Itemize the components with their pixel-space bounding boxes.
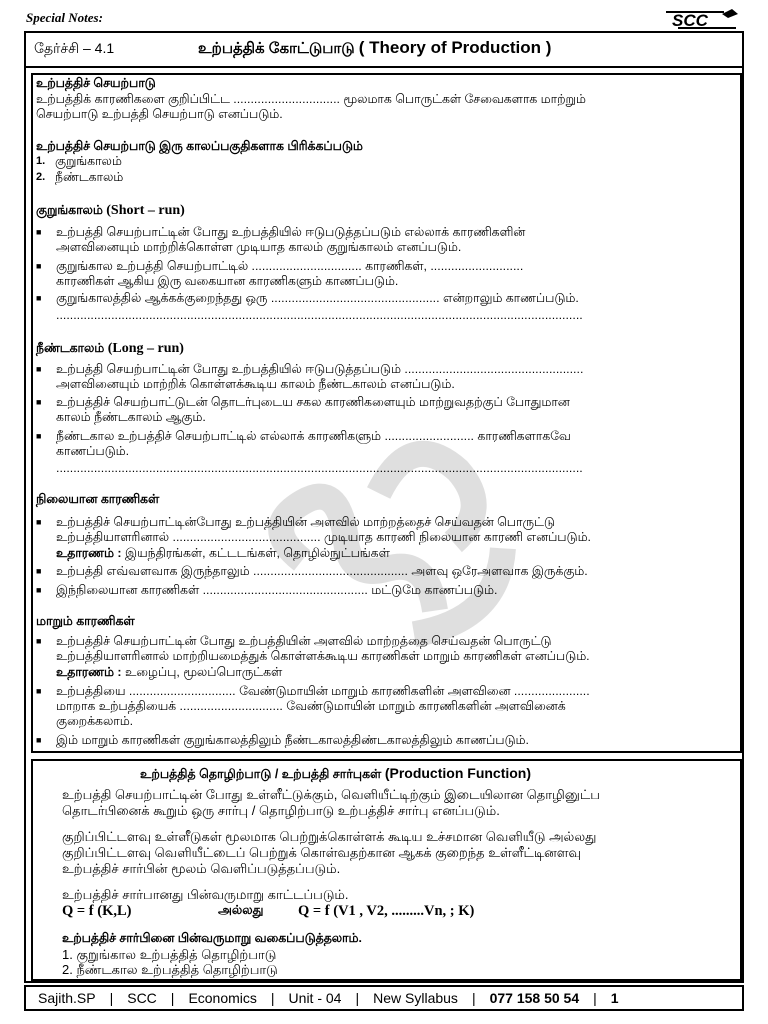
chapter-number: தேர்ச்சி – 4.1	[34, 40, 115, 56]
svg-text:SCC: SCC	[672, 11, 708, 30]
bullet-icon: ■	[36, 585, 42, 595]
text-line: இந்நிலையான காரணிகள் ................................................ மட்டுமே காணப்படும்.	[56, 583, 498, 597]
text-line: காணப்படும்.	[56, 444, 130, 458]
text-line: அளவினையும் மாற்றிக்கொள்ள முடியாத காலம் குறுங்காலம் எனப்படும்.	[56, 240, 462, 254]
footer-syllabus: New Syllabus	[373, 990, 458, 1006]
text-line: உற்பத்தியாளரினால் ........................................... முடியாத காரணி நிலையான காரணி எனப்படும்.	[56, 530, 591, 544]
list-item: நீண்டகாலம்	[55, 170, 124, 184]
text-line: குறிப்பிட்டளவு உள்ளீடுகள் மூலமாக பெற்றுக்கொள்ளக் கூடிய உச்சமான வெளியீடு அல்லது	[62, 829, 597, 844]
equation-or: அல்லது	[218, 903, 264, 917]
example-line: உதாரணம் : இயந்திரங்கள், கட்டடங்கள், தொழில்நுட்பங்கள்	[56, 546, 390, 560]
list-item: குறுங்காலம்	[55, 154, 122, 168]
footer-page-number: 1	[610, 990, 619, 1006]
bullet-icon: ■	[36, 364, 42, 374]
equation-q-kl: Q = f (K,L)	[62, 903, 132, 919]
text-line: உற்பத்திச் செயற்பாட்டுடன் தொடர்புடைய சகல காரணிகளையும் மாற்றுவதற்குப் போதுமான	[56, 395, 570, 409]
footer-author: Sajith.SP	[38, 990, 96, 1006]
answer-line: .........................................................................................................................................................	[56, 461, 583, 475]
bullet-icon: ■	[36, 431, 42, 441]
text-line: உற்பத்தியாளரினால் மாற்றியமைத்துக் கொள்ளக்கூடிய காரணிகள் மாறும் காரணிகள் எனப்படும்.	[56, 649, 590, 663]
footer-org: SCC	[127, 990, 157, 1006]
title-tamil: உற்பத்திக் கோட்டுபாடு	[198, 40, 355, 57]
page-title	[198, 38, 551, 59]
section-heading-variable-factors: மாறும் காரணிகள்	[36, 614, 135, 628]
bullet-icon: ■	[36, 686, 42, 696]
text-line: குறிப்பிட்டளவு வெளியீட்டைப் பெற்றுக் கொள்வதற்கான ஆகக் குறைந்த உள்ளீட்டினளவு	[62, 845, 581, 860]
production-function-title: உற்பத்தித் தொழிற்பாடு / உற்பத்தி சார்புகள் (Production Function)	[140, 765, 532, 781]
text-line: தொடர்பினைக் கூறும் ஒரு சார்பு / தொழிற்பாடு உற்பத்திச் சார்பு எனப்படும்.	[62, 803, 500, 818]
list-item: 2. நீண்டகால உற்பத்தித் தொழிற்பாடு	[62, 962, 278, 977]
bullet-icon: ■	[36, 517, 42, 527]
text-line: உற்பத்திச் சார்பின் மூலம் வெளிப்படுத்தப்படும்.	[62, 861, 341, 876]
text-line: உற்பத்தியை ............................... வேண்டுமாயின் மாறும் காரணிகளின் அளவினை ......................	[56, 684, 590, 698]
list-number: 2.	[36, 171, 46, 183]
text-line: நீண்டகால உற்பத்திச் செயற்பாட்டில் எல்லாக் காரணிகளும் .......................... காரணிகளாகவே	[56, 429, 571, 443]
text-line: உற்பத்திச் செயற்பாட்டின் போது உற்பத்தியின் அளவில் மாற்றத்தை செய்வதன் பொருட்டு	[56, 634, 552, 648]
text-line: உற்பத்திச் சார்பானது பின்வருமாறு காட்டப்படும்.	[62, 887, 349, 902]
scc-logo	[664, 6, 738, 30]
list-item: 1. குறுங்கால உற்பத்தித் தொழிற்பாடு	[62, 947, 277, 962]
page-footer: Sajith.SP | SCC | Economics | Unit - 04 | New Syllabus | 077 158 50 54 | 1	[24, 985, 744, 1011]
text-line: அளவினையும் மாற்றிக் கொள்ளக்கூடிய காலம் நீண்டகாலம் எனப்படும்.	[56, 377, 455, 391]
title-english: ( Theory of Production )	[358, 38, 552, 57]
text-line: உற்பத்தி செயற்பாட்டின் போது உற்பத்தியில் ஈடுபடுத்தப்படும் எல்லாக் காரணிகளின்	[56, 225, 526, 239]
bullet-icon: ■	[36, 566, 42, 576]
footer-unit: Unit - 04	[288, 990, 342, 1006]
bullet-icon: ■	[36, 735, 42, 745]
text-line: உற்பத்தி செயற்பாட்டின் போது உள்ளீட்டுக்கும், வெளியீட்டிற்கும் இடையிலான தொழினுட்ப	[62, 787, 600, 802]
section-heading-production-process: உற்பத்திச் செயற்பாடு	[36, 76, 156, 90]
text-line: உற்பத்திக் காரணிகளை குறிப்பிட்ட ............................... மூலமாக பொருட்கள் சேவைகளாக மாற்றும்	[36, 92, 586, 106]
special-notes-label: Special Notes:	[26, 10, 103, 25]
classification-heading: உற்பத்திச் சார்பினை பின்வருமாறு வகைப்படுத்தலாம்.	[62, 931, 362, 945]
equation-q-v: Q = f (V1 , V2, .........Vn, ; K)	[298, 903, 475, 919]
list-number: 1.	[36, 155, 46, 167]
section-heading-short-run: குறுங்காலம் (Short – run)	[36, 203, 185, 218]
section-heading-fixed-factors: நிலையான காரணிகள்	[36, 492, 160, 506]
section-heading-long-run: நீண்டகாலம் (Long – run)	[36, 341, 184, 356]
text-line: குறுங்காலத்தில் ஆக்கக்குறைந்தது ஒரு ................................................. என்றாலும் காணப்படும்.	[56, 291, 579, 305]
bullet-icon: ■	[36, 293, 42, 303]
text-line: காரணிகள் ஆகிய இரு வகையான காரணிகளும் காணப்படும்.	[56, 274, 399, 288]
text-line: குறைக்கலாம்.	[56, 714, 134, 728]
bullet-icon: ■	[36, 636, 42, 646]
example-line: உதாரணம் : உழைப்பு, மூலப்பொருட்கள்	[56, 665, 283, 679]
answer-line: .........................................................................................................................................................	[56, 308, 583, 322]
text-line: உற்பத்திச் செயற்பாட்டின்போது உற்பத்தியின் அளவில் மாற்றத்தைச் செய்வதன் பொருட்டு	[56, 515, 555, 529]
bullet-icon: ■	[36, 261, 42, 271]
footer-phone: 077 158 50 54	[489, 990, 580, 1006]
bullet-icon: ■	[36, 227, 42, 237]
text-line: செயற்பாடு உற்பத்தி செயற்பாடு எனப்படும்.	[36, 107, 283, 121]
bullet-icon: ■	[36, 397, 42, 407]
footer-subject: Economics	[188, 990, 257, 1006]
text-line: மாறாக உற்பத்தியைக் .............................. வேண்டுமாயின் மாறும் காரணிகளின் அளவினைக்	[56, 699, 566, 713]
header-divider	[24, 66, 744, 68]
text-line: காலம் நீண்டகாலம் ஆகும்.	[56, 410, 206, 424]
text-line: உற்பத்தி செயற்பாட்டின் போது உற்பத்தியில் ஈடுபடுத்தப்படும் ....................................................	[56, 362, 584, 376]
text-line: குறுங்கால உற்பத்தி செயற்பாட்டில் ................................ காரணிகள், ...........................	[56, 259, 524, 273]
section-heading-periods: உற்பத்திச் செயற்பாடு இரு காலப்பகுதிகளாக பிரிக்கப்படும்	[36, 139, 363, 153]
text-line: இம் மாறும் காரணிகள் குறுங்காலத்திலும் நீண்டகாலத்திண்டகாலத்திலும் காணப்படும்.	[56, 733, 529, 747]
text-line: உற்பத்தி எவ்வளவாக இருந்தாலும் ............................................. அளவு ஒரேஅளவாக இருக்கும்.	[56, 564, 588, 578]
